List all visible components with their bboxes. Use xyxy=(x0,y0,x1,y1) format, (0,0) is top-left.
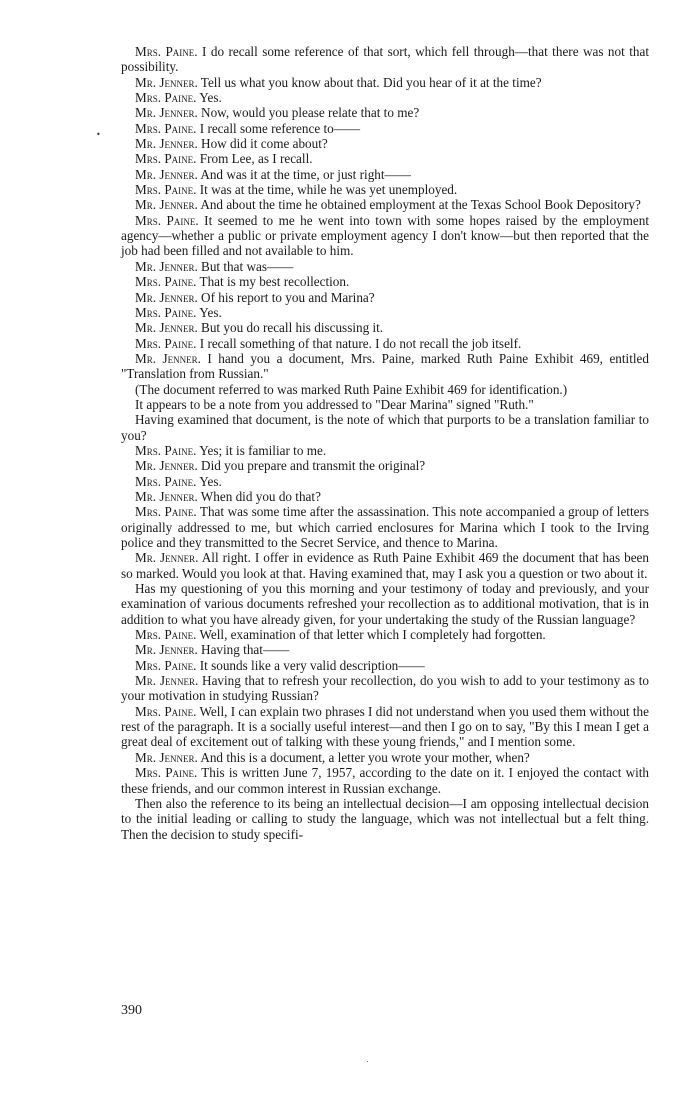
paragraph-text: And this is a document, a letter you wrote your mother, when? xyxy=(197,749,530,765)
transcript-paragraph xyxy=(121,412,649,443)
speaker-name: Mrs. Paine. xyxy=(135,120,197,136)
speaker-name: Mrs. Paine. xyxy=(135,212,199,228)
transcript-paragraph xyxy=(121,305,649,320)
speaker-name: Mrs. Paine. xyxy=(135,182,197,198)
transcript-paragraph xyxy=(121,121,649,136)
paragraph-text: Of his report to you and Marina? xyxy=(197,289,375,305)
transcript-paragraph xyxy=(121,182,649,197)
transcript-paragraph xyxy=(121,489,649,504)
paragraph-text: Then also the reference to its being an intellectual decision—I am opposing intellectual decision to the initial leading or calling to study the language, which was not intellectual but a felt thing. Then the decision to study specifi- xyxy=(121,795,649,842)
transcript-paragraph xyxy=(121,443,649,458)
transcript-paragraph xyxy=(121,136,649,151)
paragraph-text: It sounds like a very valid description—— xyxy=(196,657,425,673)
paragraph-text: Has my questioning of you this morning and your testimony of today and previously, and your examination of various documents refreshed your recollection as to additional motivation, that is in addition to what you have already given, for your undertaking the study of the Russian language? xyxy=(121,581,649,627)
transcript-paragraph xyxy=(121,197,649,212)
paragraph-text: I hand you a document, Mrs. Paine, marked Ruth Paine Exhibit 469, entitled "Translation from Russian." xyxy=(121,350,649,382)
speaker-name: Mrs. Paine. xyxy=(135,703,197,719)
transcript-paragraph xyxy=(121,290,649,305)
paragraph-text: Tell us what you know about that. Did you hear of it at the time? xyxy=(197,74,542,90)
transcript-paragraph xyxy=(121,642,649,657)
paragraph-text: Having that—— xyxy=(197,642,290,658)
paragraph-text: Yes. xyxy=(196,90,222,106)
speaker-name: Mr. Jenner. xyxy=(135,458,198,474)
paragraph-text: I recall something of that nature. I do not recall the job itself. xyxy=(196,335,522,351)
speaker-name: Mr. Jenner. xyxy=(135,166,198,182)
speaker-name: Mr. Jenner. xyxy=(135,136,198,152)
transcript-paragraph xyxy=(121,750,649,765)
speaker-name: Mrs. Paine. xyxy=(135,274,197,290)
speaker-name: Mr. Jenner. xyxy=(135,105,198,121)
transcript-paragraph xyxy=(121,259,649,274)
speaker-name: Mr. Jenner. xyxy=(135,673,199,689)
paragraph-text: That is my best recollection. xyxy=(196,274,350,290)
speaker-name: Mr. Jenner. xyxy=(135,74,198,90)
transcript-paragraph xyxy=(121,796,649,842)
paragraph-text: I recall some reference to—— xyxy=(196,120,361,136)
paragraph-text: And was it at the time, or just right—— xyxy=(197,166,411,182)
speaker-name: Mrs. Paine. xyxy=(135,151,197,167)
speaker-name: Mr. Jenner. xyxy=(135,258,198,274)
speaker-name: Mr. Jenner. xyxy=(135,550,199,566)
speaker-name: Mrs. Paine. xyxy=(135,90,197,106)
paragraph-text: This is written June 7, 1957, according to the date on it. I enjoyed the contact with these friends, and our common interest in Russian exchange. xyxy=(121,765,650,796)
paragraph-text: I do recall some reference of that sort, which fell through—that there was not that possibility. xyxy=(121,44,649,75)
paragraph-text: Now, would you please relate that to me? xyxy=(197,105,420,121)
paragraph-text: But you do recall his discussing it. xyxy=(197,320,384,336)
transcript-paragraph xyxy=(121,765,649,796)
paragraph-text: Yes. xyxy=(196,304,222,320)
transcript-paragraph xyxy=(121,213,649,259)
speaker-name: Mrs. Paine. xyxy=(135,627,197,643)
paragraph-text: It appears to be a note from you addressed to "Dear Marina" signed "Ruth." xyxy=(135,396,534,412)
speaker-name: Mrs. Paine. xyxy=(135,504,197,520)
transcript-paragraph xyxy=(121,351,649,382)
speaker-name: Mr. Jenner. xyxy=(135,289,198,305)
transcript-paragraph xyxy=(121,673,649,704)
page-number: 390 xyxy=(121,1003,142,1018)
paragraph-text: From Lee, as I recall. xyxy=(196,151,313,167)
paragraph-text: Yes; it is familiar to me. xyxy=(196,442,327,458)
speaker-name: Mr. Jenner. xyxy=(135,320,198,336)
paragraph-text: Having that to refresh your recollection, do you wish to add to your testimony as to your motivation in studying Russian? xyxy=(121,673,649,704)
transcript-paragraph xyxy=(121,397,649,412)
transcript-paragraph xyxy=(121,105,649,120)
transcript-paragraph xyxy=(121,167,649,182)
speaker-name: Mrs. Paine. xyxy=(135,304,197,320)
speaker-name: Mr. Jenner. xyxy=(135,749,198,765)
transcript-paragraph xyxy=(121,336,649,351)
paragraph-text: And about the time he obtained employment at the Texas School Book Depository? xyxy=(197,197,641,213)
transcript-paragraph xyxy=(121,44,649,75)
transcript-page xyxy=(121,44,649,842)
transcript-paragraph xyxy=(121,658,649,673)
transcript-paragraph xyxy=(121,581,649,627)
transcript-paragraph xyxy=(121,704,649,750)
paragraph-text: It was at the time, while he was yet unemployed. xyxy=(196,182,458,198)
speaker-name: Mr. Jenner. xyxy=(135,642,198,658)
transcript-paragraph xyxy=(121,504,649,550)
transcript-paragraph xyxy=(121,320,649,335)
speaker-name: Mrs. Paine. xyxy=(135,657,197,673)
paragraph-text: Did you prepare and transmit the original? xyxy=(197,458,426,474)
speaker-name: Mrs. Paine. xyxy=(135,44,198,59)
speaker-name: Mr. Jenner. xyxy=(135,488,198,504)
transcript-paragraph xyxy=(121,458,649,473)
transcript-paragraph xyxy=(121,90,649,105)
transcript-paragraph xyxy=(121,474,649,489)
paragraph-text: Having examined that document, is the note of which that purports to be a translation familiar to you? xyxy=(121,412,649,443)
paragraph-text: Yes. xyxy=(196,473,222,489)
transcript-paragraph xyxy=(121,382,649,397)
transcript-paragraph xyxy=(121,151,649,166)
paragraph-text: How did it come about? xyxy=(197,136,328,152)
paragraph-text: It seemed to me he went into town with some hopes raised by the employment agency—whether a public or private employment agency I don't know—but then reported that the job had been filled and not available to him. xyxy=(121,212,650,259)
transcript-paragraph xyxy=(121,627,649,642)
margin-mark: • xyxy=(96,130,101,139)
speaker-name: Mrs. Paine. xyxy=(135,335,197,351)
speaker-name: Mrs. Paine. xyxy=(135,442,197,458)
speaker-name: Mr. Jenner. xyxy=(135,197,198,213)
paragraph-text: Well, I can explain two phrases I did not understand when you used them without the rest of the paragraph. It is a socially useful interest—and then I go on to say, "By this I mean I get a great deal of excitement out of talking with these young friends," and I mention some. xyxy=(121,703,649,750)
paragraph-text: Well, examination of that letter which I completely had forgotten. xyxy=(196,627,546,643)
transcript-paragraph xyxy=(121,550,649,581)
transcript-paragraph xyxy=(121,274,649,289)
paragraph-text: All right. I offer in evidence as Ruth Paine Exhibit 469 the document that has been so marked. Would you look at that. Having examined that, may I ask you a question or two about it. xyxy=(121,550,650,581)
scan-speck xyxy=(367,1061,368,1062)
paragraph-text: When did you do that? xyxy=(197,488,321,504)
paragraph-text: That was some time after the assassination. This note accompanied a group of letters originally addressed to me, but which carried enclosures for Marina which I took to the Irving police and they transmitted to the Secret Service, and thence to Marina. xyxy=(121,504,650,550)
paragraph-text: (The document referred to was marked Ruth Paine Exhibit 469 for identification.) xyxy=(135,381,568,397)
transcript-paragraph xyxy=(121,75,649,90)
speaker-name: Mr. Jenner. xyxy=(135,350,201,366)
paragraph-text: But that was—— xyxy=(197,258,294,274)
speaker-name: Mrs. Paine. xyxy=(135,473,197,489)
speaker-name: Mrs. Paine. xyxy=(135,765,198,781)
